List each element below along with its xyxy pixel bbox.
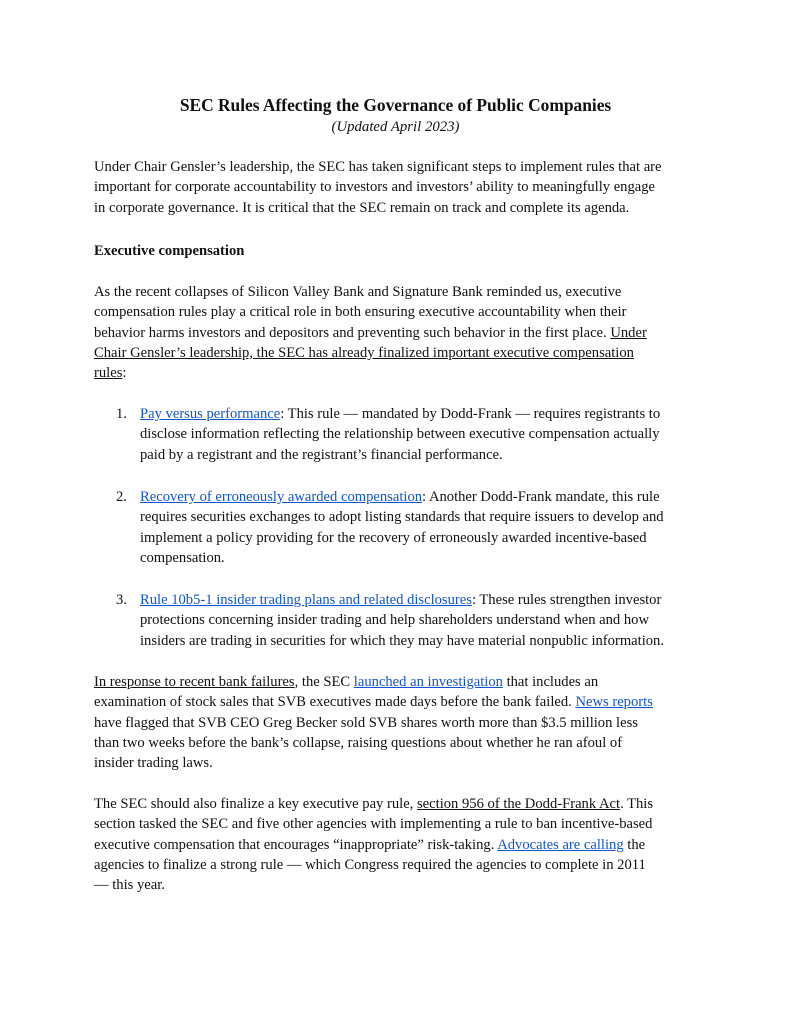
paragraph-line bbox=[94, 323, 714, 343]
intro-line: in corporate governance. It is critical that the SEC remain on track and complete its agenda. bbox=[94, 199, 630, 216]
list-item-body bbox=[140, 404, 740, 465]
paragraph-line: have flagged that SVB CEO Greg Becker sold SVB shares worth more than $3.5 million less bbox=[94, 714, 638, 731]
paragraph-text: executive compensation that encourages “inappropriate” risk-taking. bbox=[94, 836, 498, 853]
pay-versus-performance-link[interactable]: Pay versus performance bbox=[140, 406, 281, 422]
intro-paragraph bbox=[94, 157, 714, 218]
paragraph-text: the bbox=[623, 836, 646, 853]
paragraph-line bbox=[94, 672, 714, 692]
section-956-paragraph bbox=[94, 794, 714, 895]
list-item-line: requires securities exchanges to adopt listing standards that require issuers to develop and bbox=[140, 509, 664, 526]
paragraph-line: agencies to finalize a strong rule — which Congress required the agencies to complete in 2011 bbox=[94, 856, 646, 873]
underlined-text: Chair Gensler’s leadership, the SEC has already finalized important executive compensation bbox=[94, 344, 634, 361]
list-item-body bbox=[140, 487, 740, 568]
paragraph-line: — this year. bbox=[94, 877, 165, 894]
list-item-line: disclose information reflecting the relationship between executive compensation actually bbox=[140, 426, 660, 443]
underlined-text: rules bbox=[94, 365, 123, 382]
paragraph-line: compensation rules play a critical role in both ensuring executive accountability when their bbox=[94, 304, 627, 321]
paragraph-text: The SEC should also finalize a key executive pay rule, bbox=[94, 796, 417, 812]
paragraph-line bbox=[94, 835, 714, 855]
rule-10b5-1-link[interactable]: Rule 10b5-1 insider trading plans and related disclosures bbox=[140, 592, 472, 608]
list-item-number: 3. bbox=[116, 592, 127, 608]
list-item-line bbox=[140, 487, 740, 507]
launched-an-investigation-link[interactable]: launched an investigation bbox=[353, 674, 503, 690]
paragraph-line: section tasked the SEC and five other agencies with implementing a rule to ban incentive-based bbox=[94, 816, 653, 833]
paragraph-text: , the SEC bbox=[294, 674, 354, 690]
paragraph-line: than two weeks before the bank’s collapse, raising questions about whether he ran afoul of bbox=[94, 734, 623, 751]
intro-line: important for corporate accountability to investors and investors’ ability to meaningfully engage bbox=[94, 179, 656, 196]
executive-compensation-paragraph bbox=[94, 282, 714, 383]
paragraph-line: As the recent collapses of Silicon Valley Bank and Signature Bank reminded us, executive bbox=[94, 284, 622, 300]
document-subtitle: (Updated April 2023) bbox=[331, 119, 460, 135]
list-item-number: 2. bbox=[116, 489, 127, 505]
list-item-line: implement a policy providing for the recovery of erroneously awarded incentive-based bbox=[140, 529, 647, 546]
paragraph-text: : bbox=[122, 365, 127, 382]
paragraph-text: examination of stock sales that SVB executives made days before the bank failed. bbox=[94, 694, 576, 711]
list-item-text: : This rule — mandated by Dodd-Frank — requires registrants to bbox=[280, 406, 661, 422]
list-item-body bbox=[140, 590, 740, 651]
document-title: SEC Rules Affecting the Governance of Public Companies bbox=[179, 95, 612, 115]
paragraph-line: insider trading laws. bbox=[94, 755, 213, 772]
paragraph-line bbox=[94, 794, 714, 814]
advocates-are-calling-link[interactable]: Advocates are calling bbox=[497, 836, 624, 853]
paragraph-line bbox=[94, 692, 714, 712]
underlined-text: Under bbox=[610, 324, 647, 341]
list-item-line bbox=[140, 404, 740, 424]
recovery-of-compensation-link[interactable]: Recovery of erroneously awarded compensation bbox=[140, 489, 423, 505]
list-item-line: protections concerning insider trading and help shareholders understand when and how bbox=[140, 612, 650, 629]
paragraph-text: . This bbox=[620, 796, 654, 812]
list-item-text: : Another Dodd-Frank mandate, this rule bbox=[422, 489, 660, 505]
list-item-line: compensation. bbox=[140, 549, 225, 566]
news-reports-link[interactable]: News reports bbox=[575, 694, 653, 711]
bank-failures-paragraph bbox=[94, 672, 714, 773]
list-item-line: insiders are trading in securities for which they may have material nonpublic information. bbox=[140, 632, 664, 649]
paragraph-line bbox=[94, 363, 714, 383]
list-item-line bbox=[140, 590, 740, 610]
underlined-text: section 956 of the Dodd-Frank Act bbox=[417, 796, 621, 812]
underlined-text: In response to recent bank failures bbox=[94, 674, 295, 690]
paragraph-text: behavior harms investors and depositors and preventing such behavior in the first place. bbox=[94, 324, 611, 341]
paragraph-text: that includes an bbox=[502, 674, 599, 690]
list-item-number: 1. bbox=[116, 406, 127, 422]
section-heading-executive-compensation: Executive compensation bbox=[94, 243, 245, 259]
list-item-line: paid by a registrant and the registrant’s financial performance. bbox=[140, 446, 503, 463]
intro-line: Under Chair Gensler’s leadership, the SEC has taken significant steps to implement rules that are bbox=[94, 159, 662, 175]
list-item-text: : These rules strengthen investor bbox=[471, 592, 662, 608]
